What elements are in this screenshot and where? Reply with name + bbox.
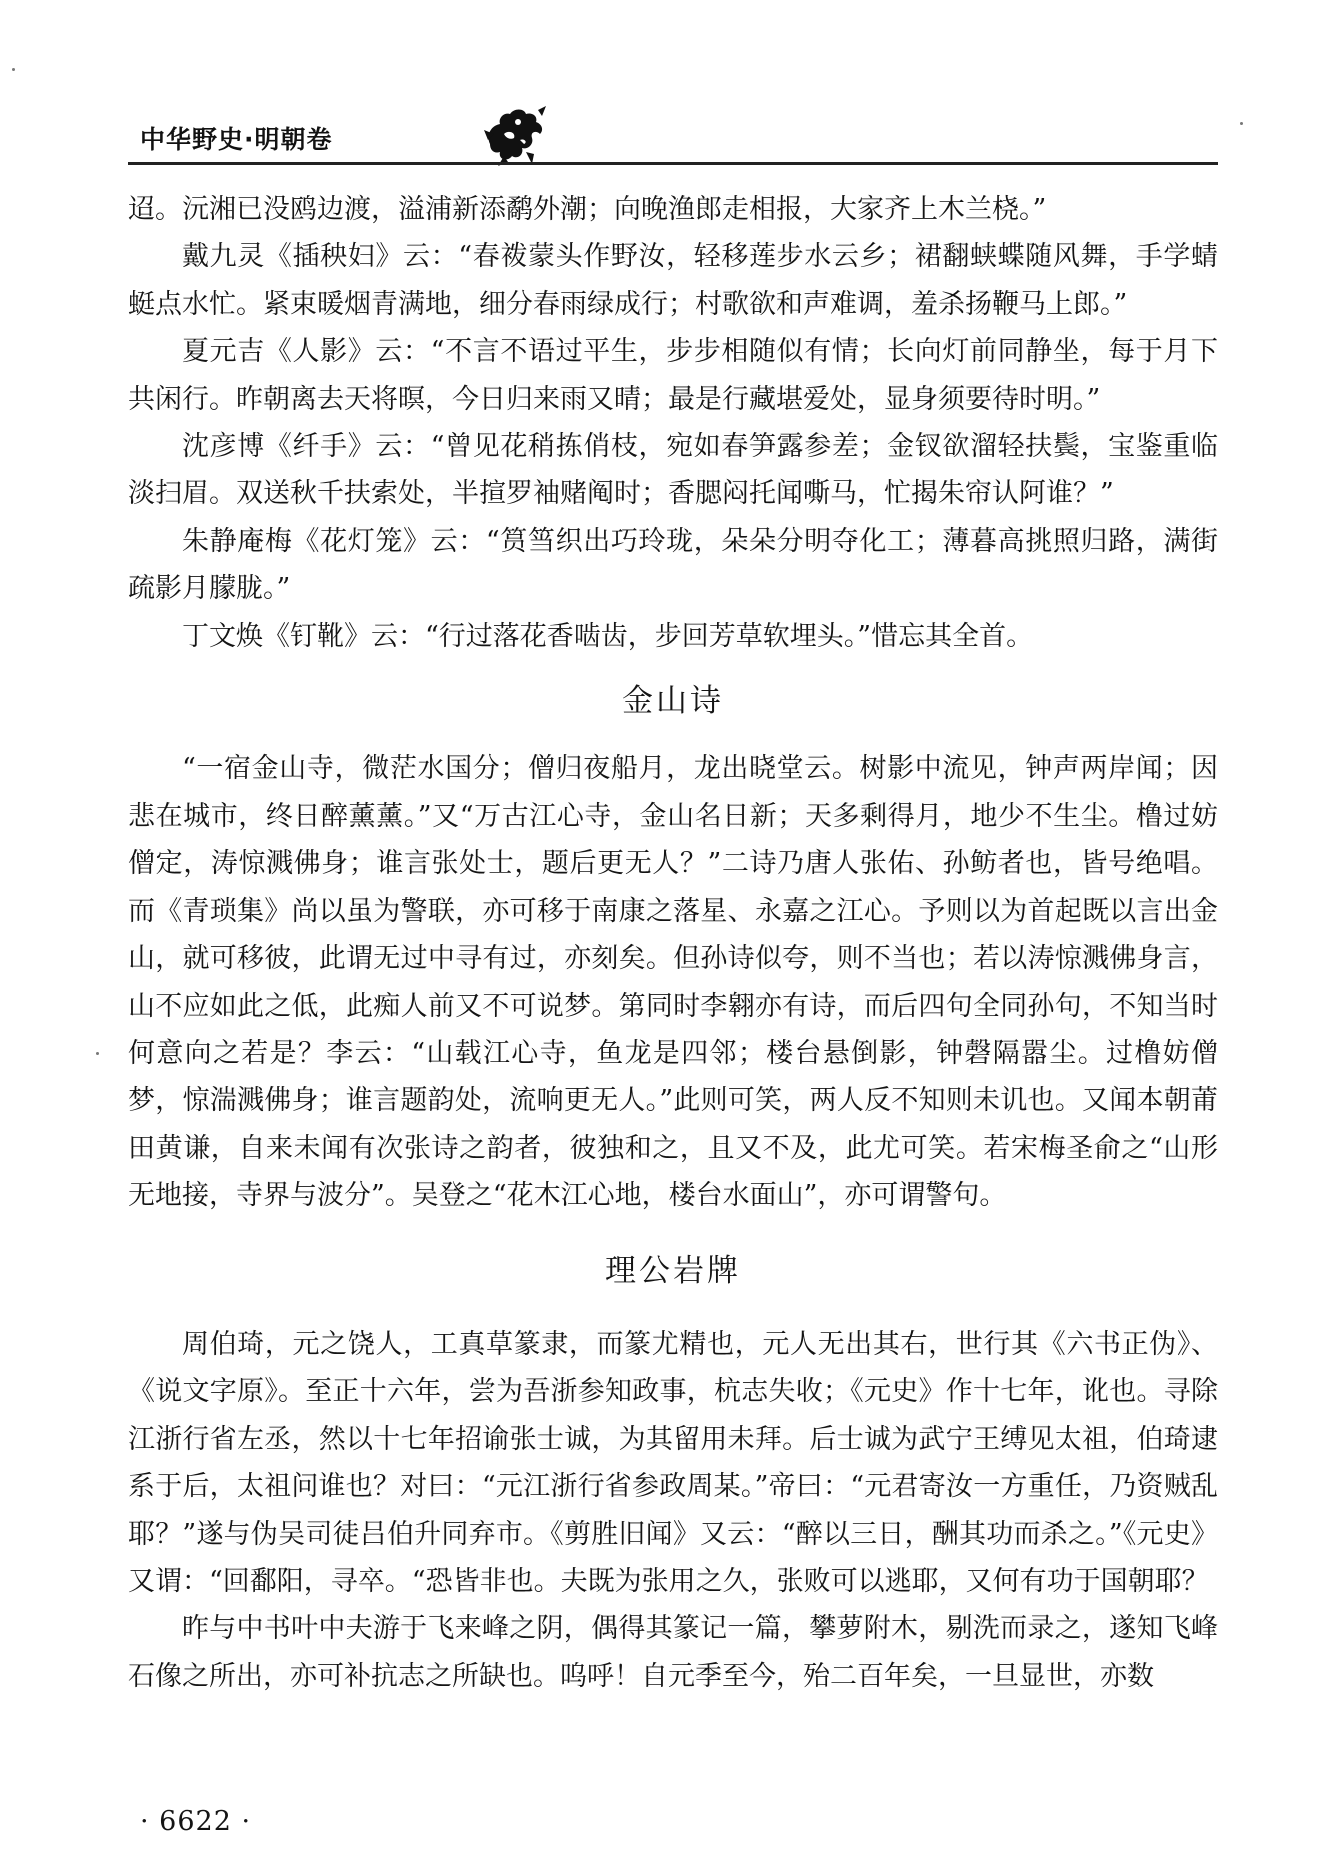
continued-poems-section <box>128 186 1218 660</box>
ligong-rock-tablet-section <box>128 1321 1218 1700</box>
paragraph: 昨与中书叶中夫游于飞来峰之阴，偶得其篆记一篇，攀萝附木，剔洗而录之，遂知飞峰石像之所出，亦可补抗志之所缺也。呜呼！自元季至今，殆二百年矣，一旦显世，亦数 <box>128 1613 1218 1692</box>
paragraph: 夏元吉《人影》云：“不言不语过平生，步步相随似有情；长向灯前同静坐，每于月下共闲行。昨朝离去天将暝，今日归来雨又晴；最是行藏堪爱处，显身须要待时明。” <box>128 336 1218 415</box>
book-title: 中华野史·明朝卷 <box>140 125 333 154</box>
scan-speck <box>12 68 15 71</box>
page-header <box>128 100 1218 168</box>
header-rule <box>128 162 1218 165</box>
scan-speck <box>96 1052 99 1055</box>
jinshan-poems-section <box>128 745 1218 1219</box>
paragraph: 周伯琦，元之饶人，工真草篆隶，而篆尤精也，元人无出其右，世行其《六书正伪》、《说文字原》。至正十六年，尝为吾浙参知政事，杭志失收；《元史》作十七年，讹也。寻除江浙行省左丞，然以十七年招谕张士诚，为其留用未拜。后士诚为武宁王缚见太祖，伯琦逮系于后，太祖问谁也？对曰：“元江浙行省参政周某。”帝曰：“元君寄汝一方重任，乃资贼乱耶？”遂与伪吴司徒吕伯升同弃市。《剪胜旧闻》又云：“醉以三日，酬其功而杀之。”《元史》又谓：“回鄱阳，寻卒。“恐皆非也。夫既为张用之久，张败可以逃耶，又何有功于国朝耶？ <box>128 1328 1218 1597</box>
section-title-jinshan-poems: 金山诗 <box>622 683 724 720</box>
section-title-ligong-rock-tablet: 理公岩牌 <box>605 1252 741 1289</box>
paragraph: 迢。沅湘已没鸥边渡，溢浦新添鹬外潮；向晚渔郎走相报，大家齐上木兰桡。” <box>128 194 1047 225</box>
paragraph: 戴九灵《插秧妇》云：“春袯蒙头作野汝，轻移莲步水云乡；裙翻蛱蝶随风舞，手学蜻蜓点水忙。紧束暖烟青满地，细分春雨绿成行；村歌欲和声难调，羞杀扬鞭马上郎。” <box>128 241 1218 320</box>
page-body <box>128 186 1218 1700</box>
paragraph: 沈彦博《纤手》云：“曾见花稍拣俏枝，宛如春笋露参差；金钗欲溜轻扶鬓，宝鉴重临淡扫眉。双送秋千扶索处，半揎罗袖赌阄时；香腮闷托闻嘶马，忙揭朱帘认阿谁？” <box>128 431 1218 510</box>
dragon-icon <box>480 100 552 168</box>
paragraph: 丁文焕《钉靴》云：“行过落花香啮齿，步回芳草软埋头。”惜忘其全首。 <box>182 620 1034 652</box>
scan-speck <box>1240 122 1243 125</box>
paragraph: 朱静庵梅《花灯笼》云：“筼筜织出巧玲珑，朵朵分明夺化工；薄暮高挑照归路，满街疏影月朦胧。” <box>128 525 1218 605</box>
paragraph: “一宿金山寺，微茫水国分；僧归夜船月，龙出晓堂云。树影中流见，钟声两岸闻；因悲在城市，终日醉薰薰。”又“万古江心寺，金山名日新；天多剩得月，地少不生尘。橹过妨僧定，涛惊溅佛身；谁言张处士，题后更无人？”二诗乃唐人张佑、孙鲂者也，皆号绝唱。而《青琐集》尚以虽为警联，亦可移于南康之落星、永嘉之江心。予则以为首起既以言出金山，就可移彼，此谓无过中寻有过，亦刻矣。但孙诗似夸，则不当也；若以涛惊溅佛身言，山不应如此之低，此痴人前又不可说梦。第同时李翱亦有诗，而后四句全同孙句，不知当时何意向之若是？李云：“山载江心寺，鱼龙是四邻；楼台悬倒影，钟磬隔嚣尘。过橹妨僧梦，惊湍溅佛身；谁言题韵处，流响更无人。”此则可笑，两人反不知则未讥也。又闻本朝莆田黄谦，自来未闻有次张诗之韵者，彼独和之，且又不及，此尤可笑。若宋梅圣俞之“山形无地接，寺界与波分”。吴登之“花木江心地，楼台水面山”，亦可谓警句。 <box>128 753 1218 1212</box>
page-number: · 6622 · <box>140 1806 252 1837</box>
